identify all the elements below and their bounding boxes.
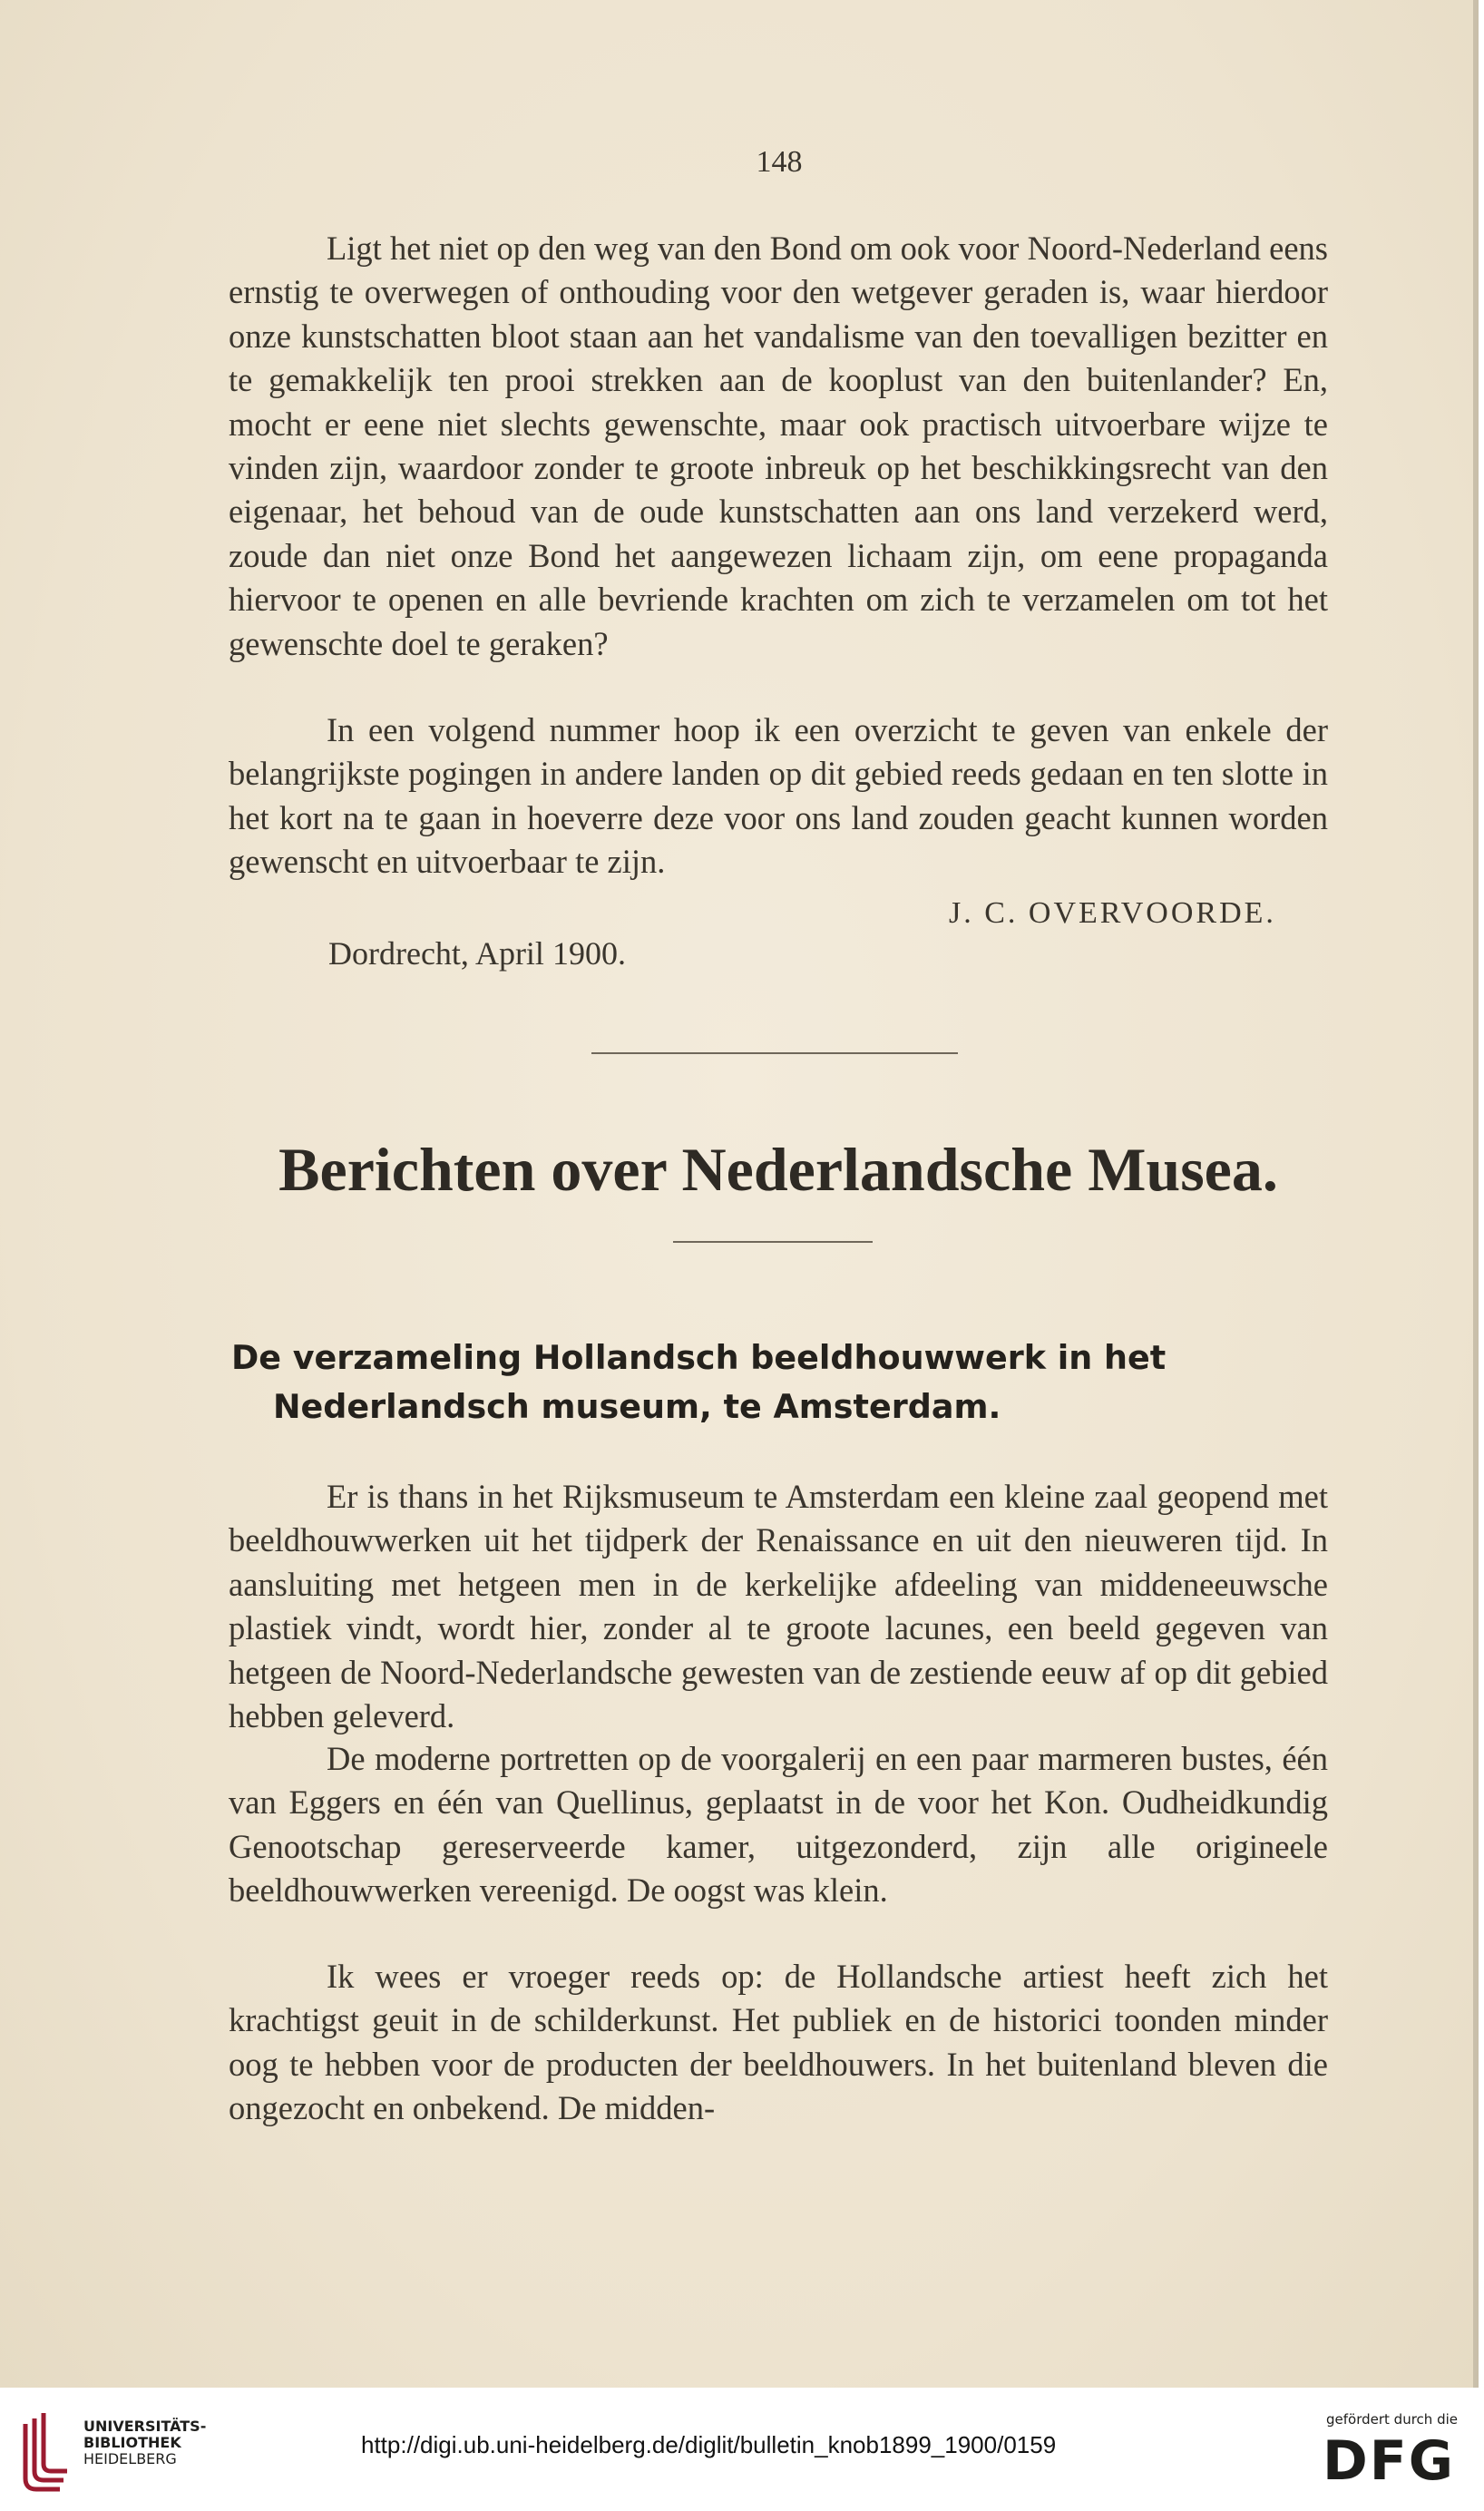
paragraph-bond-wetgever: Ligt het niet op den weg van den Bond om ook voor Noord-Nederland eens ernstig te overwegen of onthouding voor den wetgever geraden is, waar hierdoor onze kunstschatten bloot staan aan het vandalisme van den toevalligen bezitter en te gemakkelijk ten prooi strekken aan de kooplust van den buitenlander? En, mocht er eene niet slechts gewenschte, maar ook practisch uitvoerbare wijze te vinden zijn, waardoor zonder te groote inbreuk op het beschikkingsrecht van den eigenaar, het behoud van de oude kunstschatten aan ons land verzekerd werd, zoude dan niet onze Bond het aangewezen lichaam zijn, om eene propaganda hiervoor te openen en alle bevriende krachten om zich te verzamelen om tot het gewenschte doel te geraken?	[229, 230, 1328, 662]
digitization-footer	[0, 2388, 1484, 2511]
page-number: 148	[756, 145, 803, 179]
section-heading: Berichten over Nederlandsche Musea.	[278, 1135, 1278, 1204]
dfg-logo: DFG	[1323, 2429, 1456, 2493]
paragraph-moderne-portretten: De moderne portretten op de voorgalerij en een paar marmeren bustes, één van Eggers en één van Quellinus, geplaatst in de voor het Kon. Oudheidkundig Genootschap gereserveerde kamer, uitgezonderd, zijn alle origineele beeldhouwwerken vereenigd. De oogst was klein.	[229, 1740, 1328, 1910]
paragraph-hollandsche-artiest: Ik wees er vroeger reeds op: de Hollandsche artiest heeft zich het krachtigst geuit in de schilderkunst. Het publiek en de historici toonden minder oog te hebben voor de producten der beeldhouwers. In het buitenland bleven die ongezocht en onbekend. De midden-	[229, 1958, 1328, 2127]
author-signature: J. C. OVERVOORDE.	[949, 896, 1276, 930]
library-name-line-2: BIBLIOTHEK	[83, 2434, 181, 2451]
university-library-logo-icon	[16, 2411, 69, 2495]
permalink-url[interactable]: http://digi.ub.uni-heidelberg.de/diglit/bulletin_knob1899_1900/0159	[361, 2431, 1057, 2458]
section-divider-bottom	[673, 1241, 873, 1243]
paragraph-volgend-nummer: In een volgend nummer hoop ik een overzicht te geven van enkele der belangrijkste pogingen in andere landen op dit gebied reeds gedaan en ten slotte in het kort na te gaan in hoeverre deze voor ons land zouden geacht kunnen worden gewenscht en uitvoerbaar te zijn.	[229, 711, 1328, 881]
place-and-date: Dordrecht, April 1900.	[328, 935, 626, 972]
article-title: De verzameling Hollandsch beeldhouwwerk in het Nederlandsch museum, te Amsterdam.	[231, 1338, 1167, 1426]
section-divider-top	[591, 1052, 958, 1054]
funding-note: gefördert durch die	[1326, 2411, 1458, 2428]
library-name-line-1: UNIVERSITÄTS-	[83, 2418, 207, 2435]
paragraph-rijksmuseum-zaal: Er is thans in het Rijksmuseum te Amsterdam een kleine zaal geopend met beeldhouwwerken uit het tijdperk der Renaissance en uit den nieuweren tijd. In aansluiting met hetgeen men in de kerkelijke afdeeling van middeneeuwsche plastiek vindt, wordt hier, zonder al te groote lacunes, een beeld gegeven van hetgeen de Noord-Nederlandsche gewesten van de zestiende eeuw af op dit gebied hebben geleverd.	[229, 1478, 1328, 1735]
library-name-line-3: HEIDELBERG	[83, 2450, 177, 2467]
